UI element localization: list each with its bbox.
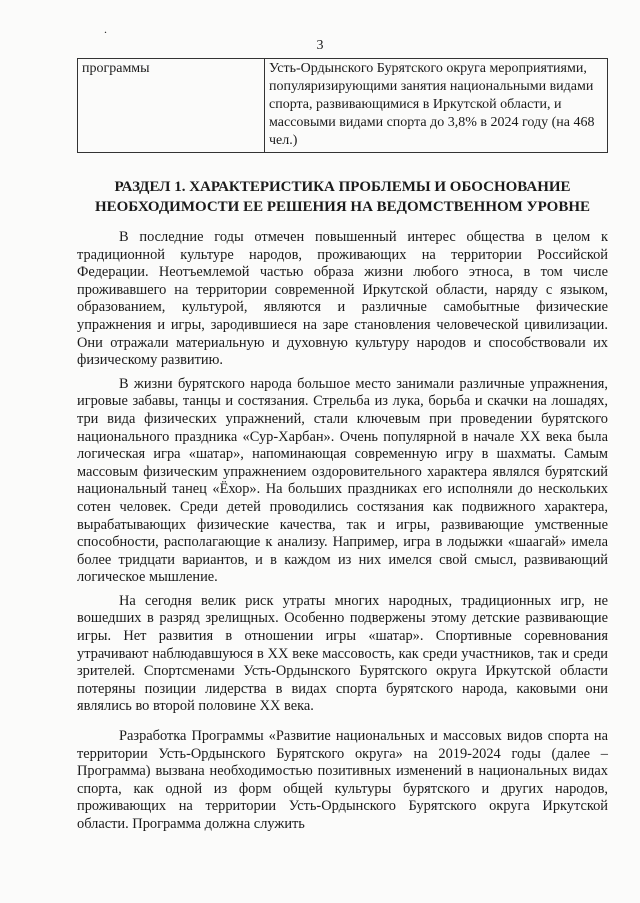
section-title-line-1: РАЗДЕЛ 1. ХАРАКТЕРИСТИКА ПРОБЛЕМЫ И ОБОСНОВАНИЕ xyxy=(114,179,571,195)
stray-mark: . xyxy=(104,22,107,36)
paragraph-3: На сегодня велик риск утраты многих народных, традиционных игр, не вошедших в разряд зрелищных. Особенно подвержены этому детские развивающие игры. Нет развития в отношении игры «шатар». Спортивные соревнования утрачивают наблюдавшуюся в XX веке массовость, как среди участников, так и среди зрителей. Спортсменами Усть-Ордынского Бурятского округа Иркутской области потеряны позиции лидерства в видах спорта бурятского народа, каковыми они являлись во второй половине XX века. xyxy=(77,592,608,715)
page-number: 3 xyxy=(316,38,324,53)
section-title-line-2: НЕОБХОДИМОСТИ ЕЕ РЕШЕНИЯ НА ВЕДОМСТВЕННОМ УРОВНЕ xyxy=(94,199,591,215)
table-row xyxy=(78,59,608,153)
table-cell-value: Усть-Ордынского Бурятского округа мероприятиями, популяризирующими занятия национальными видами спорта, развивающимися в Иркутской области, и массовыми видами спорта до 3,8% в 2024 году (на 468 чел.) xyxy=(265,59,608,153)
paragraph-4: Разработка Программы «Развитие национальных и массовых видов спорта на территории Усть-Ордынского Бурятского округа» на 2019-2024 годы (далее – Программа) вызвана необходимостью позитивных изменений в национальных видах спорта, как одной из форм общей культуры бурятского и других народов, проживающих на территории Усть-Ордынского Бурятского округа Иркутской области. Программа должна служить xyxy=(77,728,608,832)
section-title xyxy=(77,177,608,217)
paragraph-2: В жизни бурятского народа большое место занимали различные упражнения, игровые забавы, танцы и состязания. Стрельба из лука, борьба и скачки на лошадях, три вида физических упражнений, стали ключевым при проведении бурятского национального праздника «Сур-Харбан». Очень популярной в начале XX века была логическая игра «шатар», напоминающая современную игру в шахматы. Самым массовым физическим упражнением оздоровительного характера являлся бурятский национальный танец «Ёхор». На больших праздниках его исполняли до нескольких сотен человек. Среди детей проводились состязания как подвижного характера, вырабатывающих физические качества, так и игры, развивающие умственные способности, располагающие к анализу. Например, игра в лодыжки «шаагай» имела более тридцати вариантов, и в каждом из них имелся свой смысл, развивающий логическое мышление. xyxy=(77,375,608,586)
paragraph-1: В последние годы отмечен повышенный интерес общества в целом к традиционной культуре народов, проживающих на территории Российской Федерации. Неотъемлемой частью образа жизни любого этноса, в том числе проживавшего на территории современной Иркутской области, наряду с языком, образованием, культурой, являются и различные самобытные физические упражнения и игры, зародившиеся на заре становления человеческой цивилизации. Они отражали материальную и духовную культуру народов и способствовали их физическому развитию. xyxy=(77,229,608,369)
program-passport-table xyxy=(77,58,608,153)
section-body xyxy=(77,229,608,834)
table-cell-label: программы xyxy=(78,59,265,153)
